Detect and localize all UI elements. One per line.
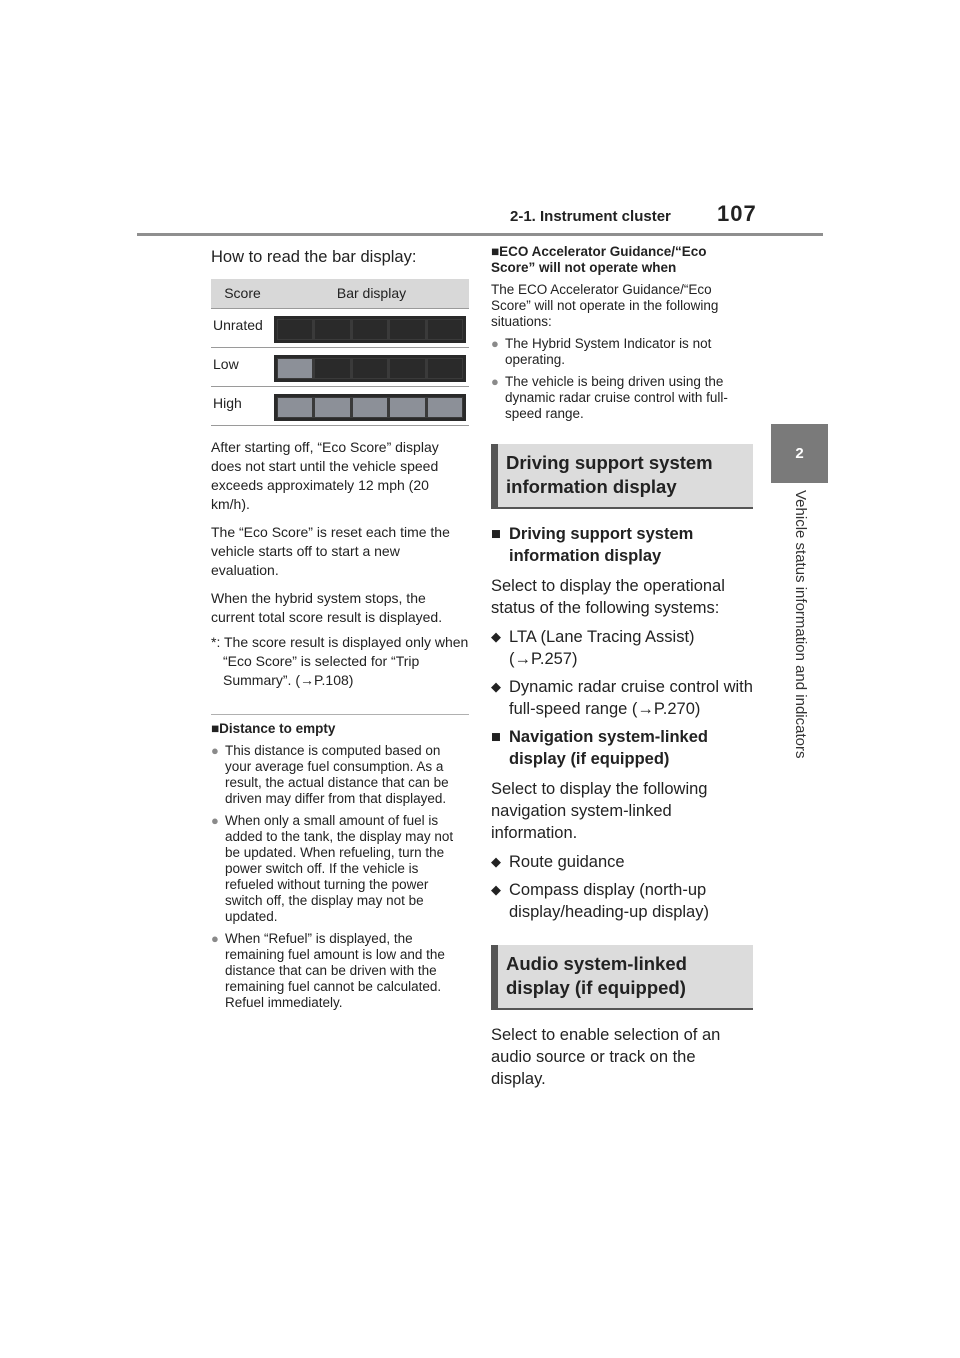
score-table-header [211,279,469,308]
bar-segment [353,320,387,339]
page-number: 107 [717,201,757,226]
bar-segment [428,359,462,378]
table-row [211,308,469,347]
bar-segment [390,320,424,339]
chapter-title: Vehicle status information and indicators [792,490,809,759]
audio-linked-paragraph: Select to enable selection of an audio source or track on the display. [491,1026,721,1088]
header-divider [137,233,823,236]
list-item: ◆ Route guidance [491,851,753,873]
bar-segment [428,398,462,417]
eco-score-start-paragraph: After starting off, “Eco Score” display does not start until the vehicle speed exceeds approximately 12 mph (20 km/h). [211,438,439,512]
bar-display-intro: How to read the bar display: [211,248,417,266]
score-label: Low [211,347,274,386]
list-item: ● The vehicle is being driven using the dynamic radar cruise control with full-speed range. [491,374,753,422]
table-row [211,347,469,386]
driving-support-heading: ■ Driving support system information display [491,523,753,567]
eco-guidance-intro: The ECO Accelerator Guidance/“Eco Score” will not operate in the following situations: [491,282,719,329]
bar-indicator-unrated [274,316,466,343]
bar-segment [315,359,349,378]
bar-segment [353,359,387,378]
driving-support-intro: Select to display the operational status of the following systems: [491,577,725,617]
bar-segment [353,398,387,417]
bar-segment [278,359,312,378]
section-divider [211,714,469,715]
list-item: ● The Hybrid System Indicator is not operating. [491,336,753,368]
right-column [491,244,753,1097]
audio-section-box: Audio system-linked display (if equipped) [491,945,753,1010]
bar-segment [315,398,349,417]
section-title: 2-1. Instrument cluster [510,208,671,225]
list-item: ● This distance is computed based on your average fuel consumption. As a result, the actual distance that can be driven may differ from that displayed. [211,743,469,807]
bar-segment [390,359,424,378]
bar-segment [278,320,312,339]
bar-segment [278,398,312,417]
score-label: High [211,386,274,425]
bar-indicator-low [274,355,466,382]
left-column [211,248,469,1017]
score-column-header: Score [211,279,274,308]
navigation-linked-intro: Select to display the following navigation system-linked information. [491,780,708,842]
list-item[interactable]: ◆ Dynamic radar cruise control with full-speed range (→P.270) [491,676,753,720]
distance-to-empty-heading: ■Distance to empty [211,720,336,736]
bar-indicator-high [274,394,466,421]
footnote: *: The score result is displayed only when “Eco Score” is selected for “Trip Summary”. (→P.108) [211,633,469,688]
total-score-paragraph: When the hybrid system stops, the current total score result is displayed. [211,589,443,625]
list-item[interactable]: ◆ LTA (Lane Tracing Assist) (→P.257) [491,626,753,670]
bar-column-header: Bar display [274,279,469,308]
bar-segment [390,398,424,417]
score-table [211,279,469,426]
list-item: ◆ Compass display (north-up display/heading-up display) [491,879,753,923]
list-item: ● When “Refuel” is displayed, the remaining fuel amount is low and the distance that can be driven with the remaining fuel cannot be calculated. Refuel immediately. [211,931,469,1011]
chapter-tab[interactable]: 2 [771,424,828,483]
driving-support-section-box: Driving support system information display [491,444,753,509]
table-row [211,386,469,425]
eco-guidance-heading: ■ECO Accelerator Guidance/“Eco Score” will not operate when [491,244,707,275]
bar-segment [428,320,462,339]
bar-segment [315,320,349,339]
eco-score-reset-paragraph: The “Eco Score” is reset each time the vehicle starts off to start a new evaluation. [211,523,450,578]
list-item: ● When only a small amount of fuel is added to the tank, the display may not be updated. When refueling, turn the power switch off. If the vehicle is refueled without turning the power switch off, the display may not be updated. [211,813,469,925]
navigation-linked-heading: ■ Navigation system-linked display (if equipped) [491,726,753,770]
score-label: Unrated [211,308,274,347]
